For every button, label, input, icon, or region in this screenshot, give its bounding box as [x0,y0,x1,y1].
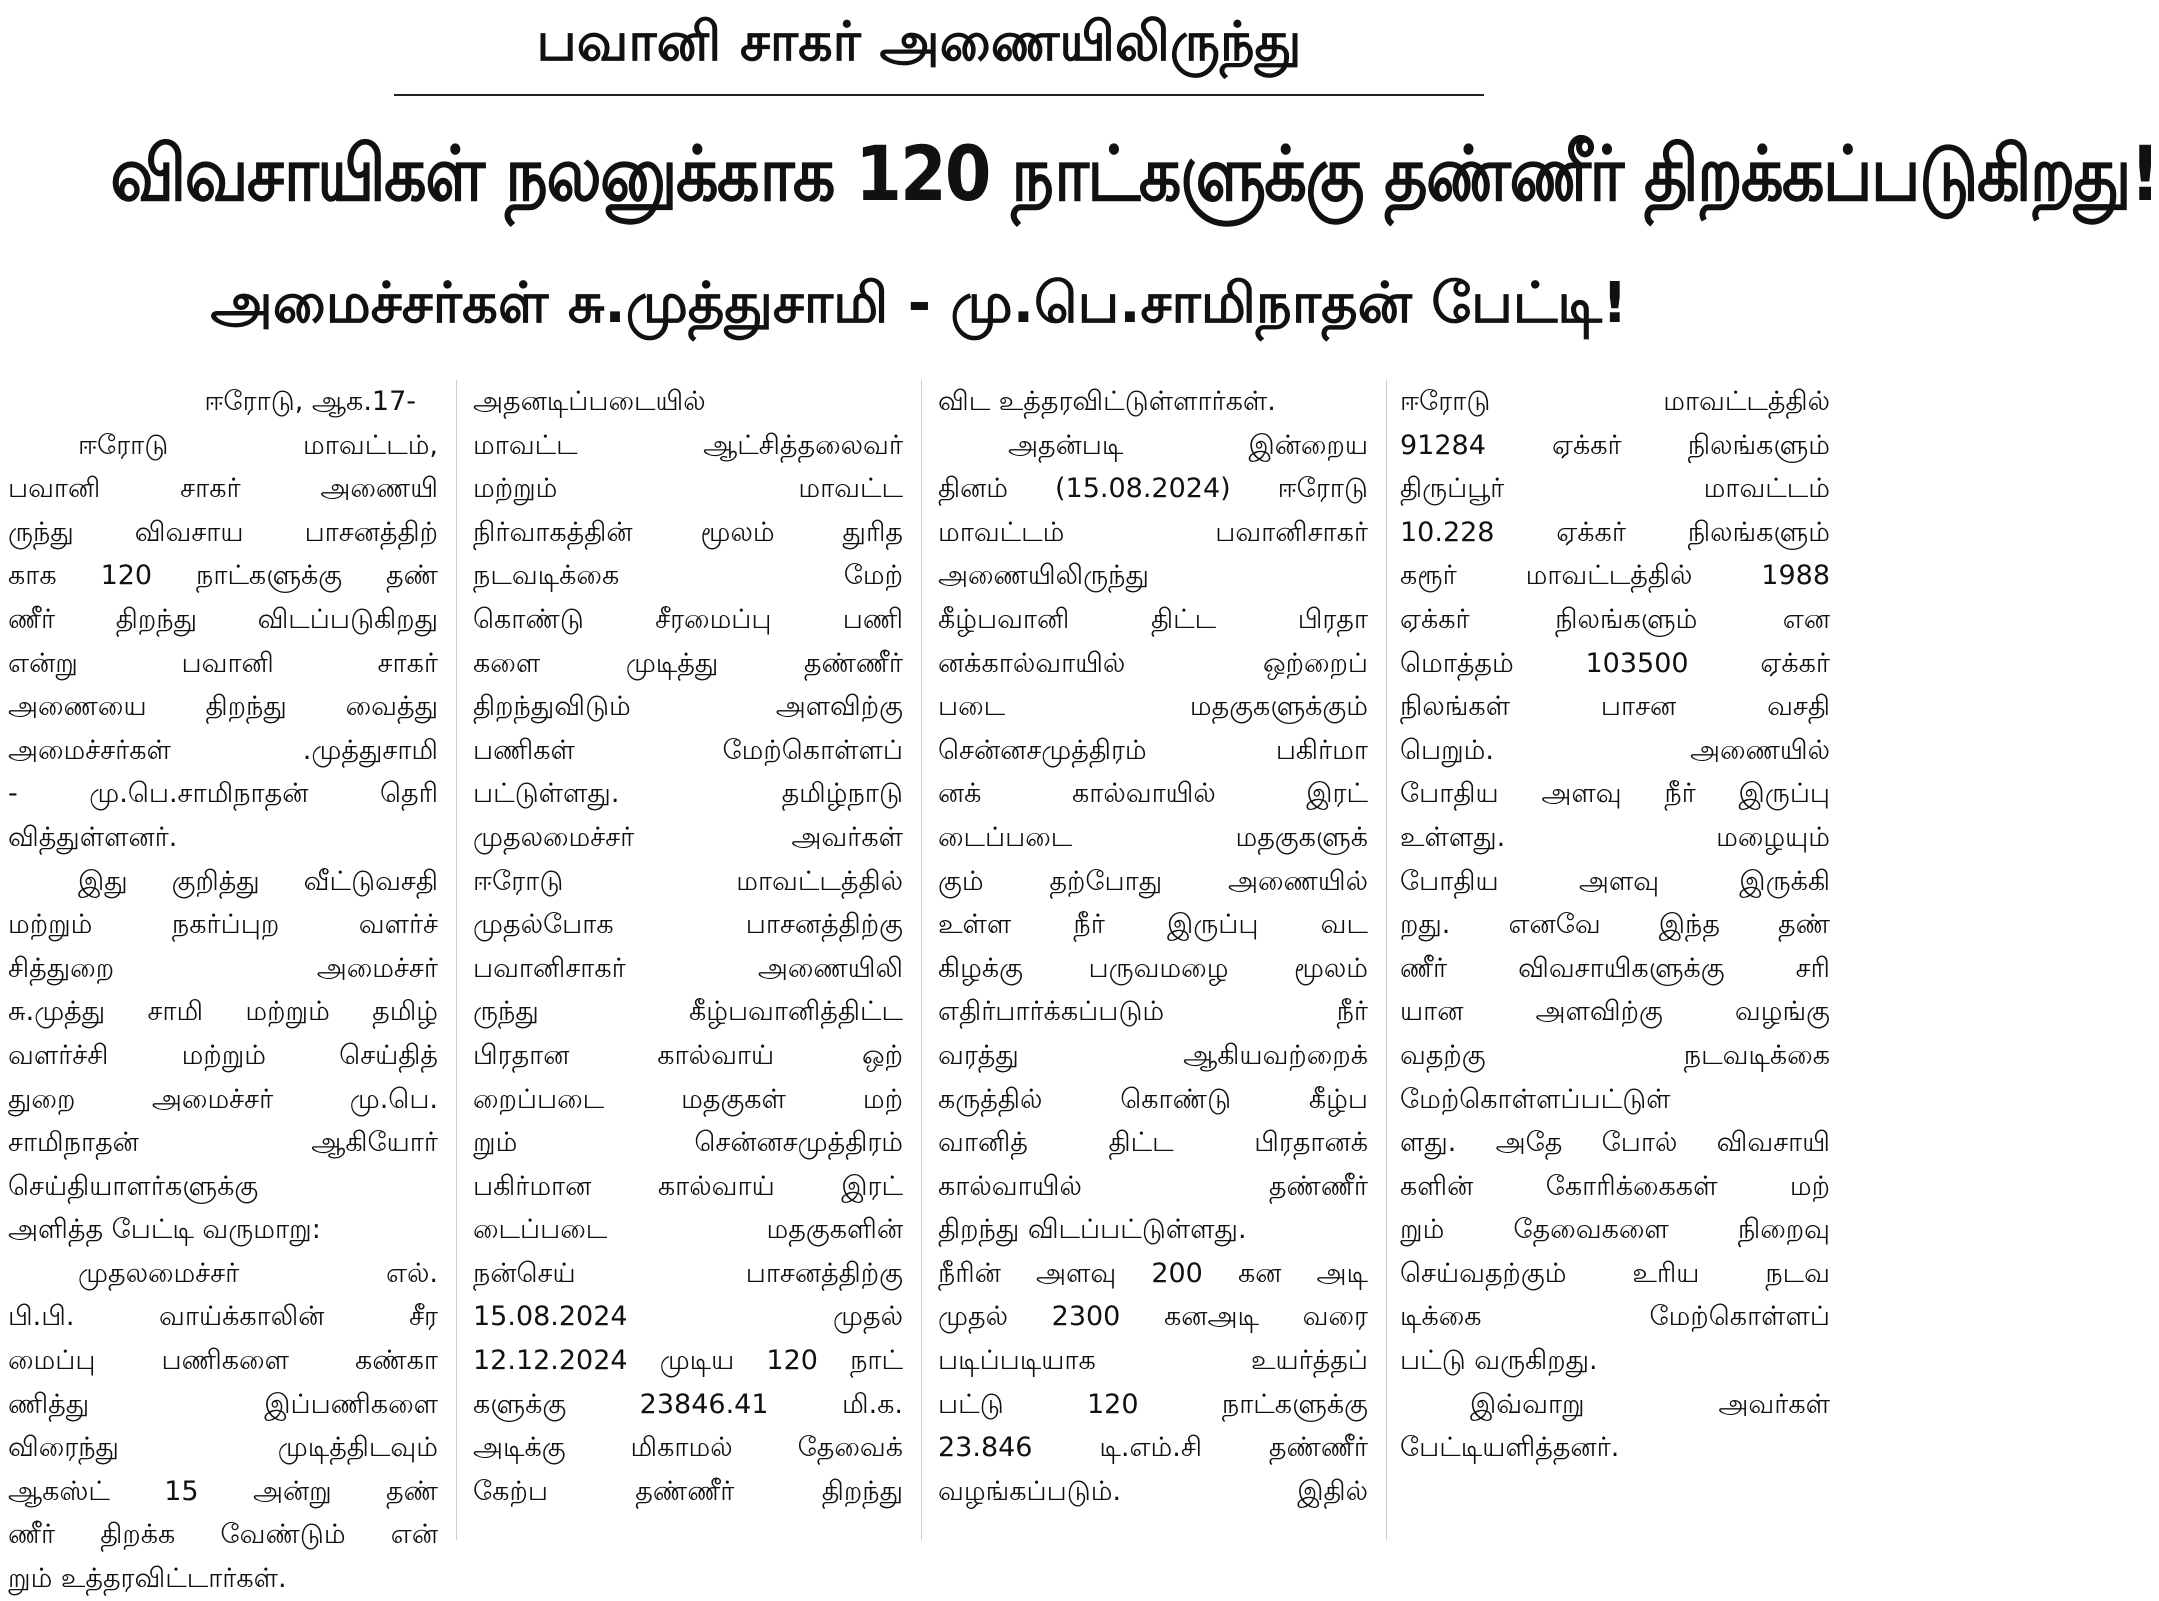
text-line: செய்வதற்கும் உரிய நடவ [1400,1257,1830,1289]
text-line: ளது. அதே போல் விவசாயி [1400,1127,1830,1159]
text-line: வளர்ச்சி மற்றும் செய்தித் [8,1039,438,1071]
text-line: ருந்து விவசாய பாசனத்திற் [8,516,438,548]
article-column-4 [1400,380,1830,1540]
text-line: களின் கோரிக்கைகள் மற் [1400,1170,1830,1202]
text-line: வரத்து ஆகியவற்றைக் [938,1039,1368,1071]
text-line: கீழ்பவானி திட்ட பிரதா [938,603,1368,635]
text-line: 12.12.2024 முடிய 120 நாட் [473,1345,903,1377]
main-headline: விவசாயிகள் நலனுக்காக 120 நாட்களுக்கு தண்ணீர் திறக்கப்படுகிறது! [110,129,2159,218]
text-line: அணையிலிருந்து [938,560,1149,592]
text-line: னக் கால்வாயில் இரட் [938,778,1368,810]
text-line: மொத்தம் 103500 ஏக்கர் [1400,647,1830,679]
text-line: திருப்பூர் மாவட்டம் [1400,473,1830,505]
text-line: திறந்துவிடும் அளவிற்கு [473,691,903,723]
text-line: பிரதான கால்வாய் ஒற் [473,1039,903,1071]
text-line: றும் சென்னசமுத்திரம் [473,1127,903,1159]
kicker-headline: பவானி சாகர் அணையிலிருந்து [536,10,1302,73]
text-line: அளித்த பேட்டி வருமாறு: [8,1214,321,1246]
text-line: படிப்படியாக உயர்த்தப் [938,1345,1368,1377]
text-line: வித்துள்ளனர். [8,821,178,853]
text-line: றும் தேவைகளை நிறைவு [1400,1214,1830,1246]
text-line: னக்கால்வாயில் ஒற்றைப் [938,647,1368,679]
text-line: பேட்டியளித்தனர். [1400,1432,1620,1464]
text-line: பவானிசாகர் அணையிலி [473,952,903,984]
text-line: வதற்கு நடவடிக்கை [1400,1039,1830,1071]
text-line: றும் உத்தரவிட்டார்கள். [8,1563,287,1595]
text-line: பணிகள் மேற்கொள்ளப் [473,734,903,766]
text-line: காக 120 நாட்களுக்கு தண் [8,560,438,592]
text-line: ணித்து இப்பணிகளை [8,1388,438,1420]
text-line: மைப்பு பணிகளை கண்கா [8,1345,438,1377]
text-line: 15.08.2024 முதல் [473,1301,903,1333]
text-line: வழங்கப்படும். இதில் [938,1475,1368,1507]
text-line: பி.பி. வாய்க்காலின் சீர [8,1301,438,1333]
text-line: கிழக்கு பருவமழை மூலம் [938,952,1368,984]
text-line: கரூர் மாவட்டத்தில் 1988 [1400,560,1830,592]
text-line: களுக்கு 23846.41 மி.க. [473,1388,903,1420]
text-line: தினம் (15.08.2024) ஈரோடு [938,473,1368,505]
text-line: - மு.பெ.சாமிநாதன் தெரி [8,778,438,810]
text-line: சு.முத்து சாமி மற்றும் தமிழ் [8,996,438,1028]
text-line: அதனடிப்படையில் [473,386,706,417]
text-line: அமைச்சர்கள் .முத்துசாமி [8,734,438,766]
text-line: படை மதகுகளுக்கும் [938,691,1368,723]
text-line: இது குறித்து வீட்டுவசதி [78,865,438,897]
text-line: பட்டு வருகிறது. [1400,1345,1598,1377]
text-line: பட்டுள்ளது. தமிழ்நாடு [473,778,903,810]
text-line: மாவட்டம் பவானிசாகர் [938,516,1368,548]
article-body [8,380,1830,1595]
text-line: கருத்தில் கொண்டு கீழ்ப [938,1083,1368,1115]
text-line: 10.228 ஏக்கர் நிலங்களும் [1400,516,1830,548]
text-line: ணீர் திறந்து விடப்படுகிறது [8,603,438,635]
text-line: ஈரோடு மாவட்டம், [78,429,438,461]
text-line: டிக்கை மேற்கொள்ளப் [1400,1301,1830,1333]
text-line: பகிர்மான கால்வாய் இரட் [473,1170,903,1202]
text-line: 91284 ஏக்கர் நிலங்களும் [1400,429,1830,461]
text-line: கும் தற்போது அணையில் [938,865,1368,897]
article-column-1 [8,380,438,1595]
text-line: அதன்படி இன்றைய [1008,429,1368,461]
text-line: ருந்து கீழ்பவானித்திட்ட [473,996,903,1028]
text-line: பவானி சாகர் அணையி [8,473,438,505]
article-column-2 [473,380,903,1540]
text-line: உள்ள நீர் இருப்பு வட [938,909,1368,941]
text-line: துறை அமைச்சர் மு.பெ. [8,1083,438,1115]
text-line: வானித் திட்ட பிரதானக் [938,1127,1368,1159]
text-line: கால்வாயில் தண்ணீர் [938,1170,1368,1202]
text-line: டைப்படை மதகுகளின் [473,1214,903,1246]
text-line: விட உத்தரவிட்டுள்ளார்கள். [938,386,1276,417]
text-line: போதிய அளவு நீர் இருப்பு [1400,778,1830,810]
text-line: அடிக்கு மிகாமல் தேவைக் [473,1432,903,1464]
text-line: கொண்டு சீரமைப்பு பணி [473,603,903,635]
text-line: ஈரோடு மாவட்டத்தில் [1400,386,1830,417]
text-line: திறந்து விடப்பட்டுள்ளது. [938,1214,1247,1246]
text-line: சென்னசமுத்திரம் பகிர்மா [938,734,1368,766]
text-line: செய்தியாளர்களுக்கு [8,1170,259,1202]
text-line: றைப்படை மதகுகள் மற் [473,1083,903,1115]
column-divider [921,380,922,1540]
text-line: முதலமைச்சர் அவர்கள் [473,821,903,853]
column-divider [1386,380,1387,1540]
article-column-3 [938,380,1368,1540]
text-line: முதலமைச்சர் எல். [78,1257,438,1289]
text-line: டைப்படை மதகுகளுக் [938,821,1368,853]
text-line: மற்றும் மாவட்ட [473,473,903,505]
text-line: ணீர் திறக்க வேண்டும் என் [8,1519,438,1551]
column-divider [456,380,457,1540]
text-line: யான அளவிற்கு வழங்கு [1400,996,1830,1028]
text-line: உள்ளது. மழையும் [1400,821,1830,853]
text-line: அணையை திறந்து வைத்து [8,691,438,723]
text-line: எதிர்பார்க்கப்படும் நீர் [938,996,1368,1028]
text-line: களை முடித்து தண்ணீர் [473,647,903,679]
text-line: கேற்ப தண்ணீர் திறந்து [473,1475,903,1507]
text-line: மற்றும் நகர்ப்புற வளர்ச் [8,909,438,941]
text-line: இவ்வாறு அவர்கள் [1470,1388,1830,1420]
text-line: நீரின் அளவு 200 கன அடி [938,1257,1368,1289]
text-line: 23.846 டி.எம்.சி தண்ணீர் [938,1432,1368,1464]
text-line: மாவட்ட ஆட்சித்தலைவர் [473,429,903,461]
text-line: விரைந்து முடித்திடவும் [8,1432,438,1464]
text-line: ஈரோடு, ஆக.17- [204,386,416,417]
text-line: ணீர் விவசாயிகளுக்கு சரி [1400,952,1830,984]
text-line: என்று பவானி சாகர் [8,647,438,679]
text-line: மேற்கொள்ளப்பட்டுள் [1400,1083,1671,1115]
text-line: றது. எனவே இந்த தண் [1400,909,1830,941]
text-line: முதல் 2300 கனஅடி வரை [938,1301,1368,1333]
text-line: ஏக்கர் நிலங்களும் என [1400,603,1830,635]
text-line: சித்துறை அமைச்சர் [8,952,438,984]
text-line: நிலங்கள் பாசன வசதி [1400,691,1830,723]
text-line: ஆகஸ்ட் 15 அன்று தண் [8,1475,438,1507]
kicker-underline [394,94,1484,96]
text-line: நன்செய் பாசனத்திற்கு [473,1257,903,1289]
sub-headline: அமைச்சர்கள் சு.முத்துசாமி - மு.பெ.சாமிநாதன் பேட்டி! [210,271,1628,336]
text-line: சாமிநாதன் ஆகியோர் [8,1127,438,1159]
text-line: நடவடிக்கை மேற் [473,560,903,592]
text-line: பெறும். அணையில் [1400,734,1830,766]
text-line: ஈரோடு மாவட்டத்தில் [473,865,903,897]
text-line: பட்டு 120 நாட்களுக்கு [938,1388,1368,1420]
text-line: போதிய அளவு இருக்கி [1400,865,1830,897]
text-line: நிர்வாகத்தின் மூலம் துரித [473,516,903,548]
text-line: முதல்போக பாசனத்திற்கு [473,909,903,941]
